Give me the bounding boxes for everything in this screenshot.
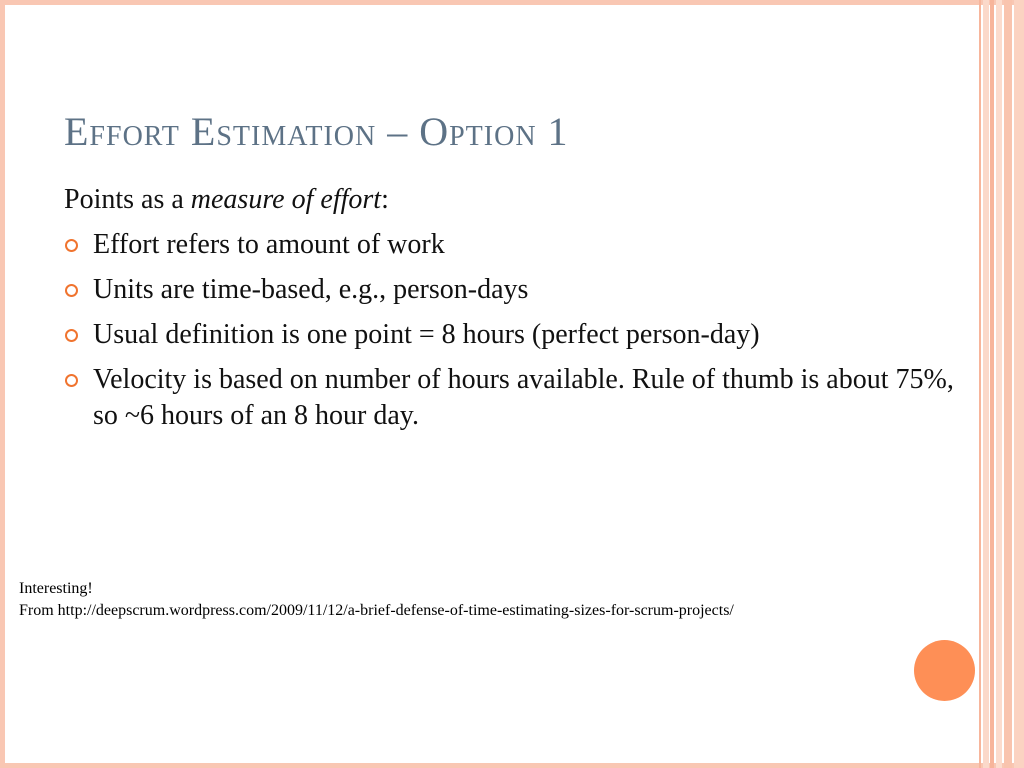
- bullet-item: [64, 362, 964, 434]
- slide-title: Effort Estimation – Option 1: [64, 109, 569, 154]
- orange-circle-decoration-icon: [914, 640, 975, 701]
- right-edge-stripe: [990, 0, 994, 768]
- right-edge-stripe: [996, 0, 1002, 768]
- bullet-icon: [65, 284, 78, 297]
- intro-colon: :: [381, 184, 389, 215]
- intro-text: Points as a: [64, 184, 191, 215]
- note-line-source-link[interactable]: From http://deepscrum.wordpress.com/2009/11/12/a-brief-defense-of-time-estimating-sizes-for-scrum-projects/: [19, 602, 734, 619]
- bullet-icon: [65, 374, 78, 387]
- bullet-icon: [65, 329, 78, 342]
- frame-top-border: [0, 0, 1024, 5]
- bullet-list: [64, 227, 964, 434]
- speaker-note: [19, 578, 734, 622]
- right-edge-stripe: [1014, 0, 1024, 768]
- bullet-text: Usual definition is one point = 8 hours (perfect person-day): [93, 319, 760, 350]
- bullet-text: Velocity is based on number of hours available. Rule of thumb is about 75%, so ~6 hours of an 8 hour day.: [93, 364, 954, 431]
- intro-line: [64, 182, 964, 218]
- bullet-item: [64, 227, 964, 263]
- frame-left-border: [0, 0, 5, 768]
- bullet-item: [64, 272, 964, 308]
- bullet-text: Effort refers to amount of work: [93, 229, 445, 260]
- right-edge-stripe: [1004, 0, 1012, 768]
- right-edge-stripe: [983, 0, 989, 768]
- slide-body: [64, 182, 964, 443]
- bullet-icon: [65, 239, 78, 252]
- note-line-interesting: Interesting!: [19, 580, 93, 597]
- bullet-text: Units are time-based, e.g., person-days: [93, 274, 529, 305]
- intro-emphasis: measure of effort: [190, 184, 382, 215]
- frame-bottom-border: [0, 763, 1024, 768]
- bullet-item: [64, 317, 964, 353]
- right-edge-stripe: [979, 0, 981, 768]
